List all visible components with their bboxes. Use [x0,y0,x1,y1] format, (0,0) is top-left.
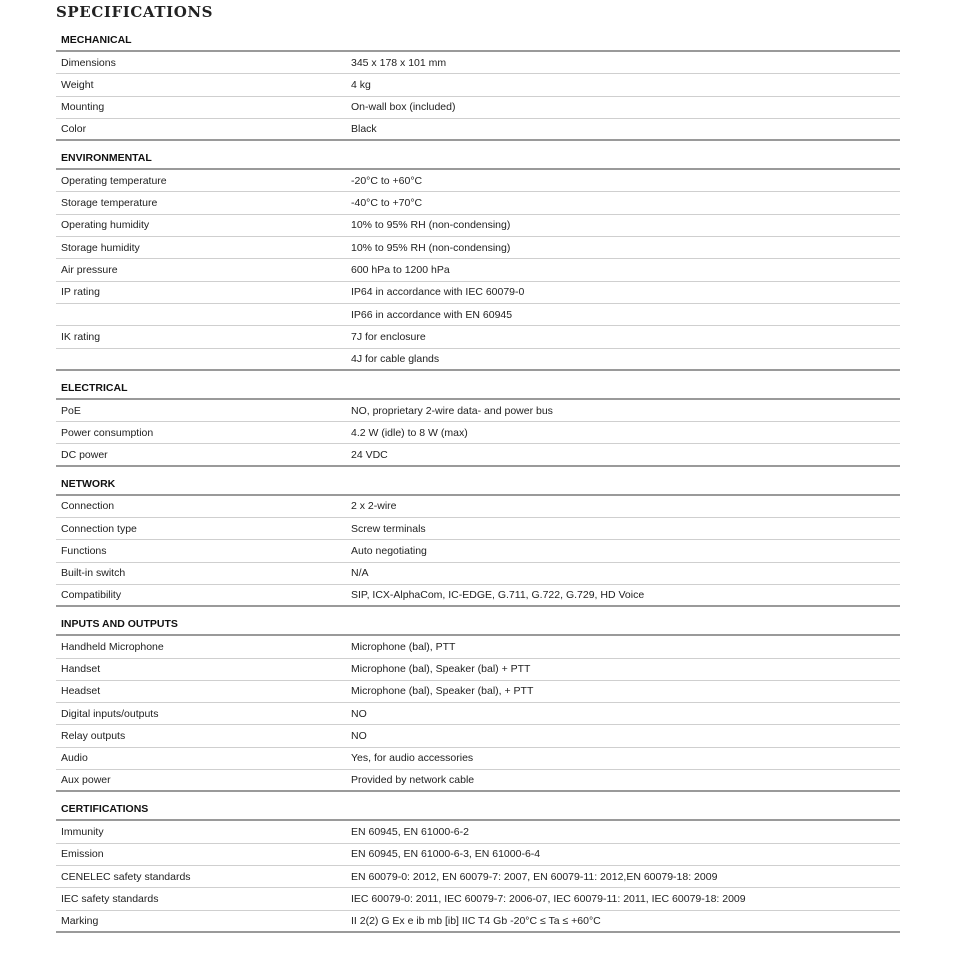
spec-value: 4 kg [351,78,371,91]
spec-row [56,636,900,658]
spec-label: Relay outputs [61,730,126,743]
spec-label: Aux power [61,774,111,787]
spec-row [56,563,900,585]
section-header: MECHANICAL [56,30,900,52]
page-title: SPECIFICATIONS [56,3,214,21]
spec-label: Operating temperature [61,174,167,187]
spec-row [56,119,900,141]
specifications-table [56,30,900,933]
spec-row [56,888,900,910]
spec-row [56,821,900,843]
spec-row [56,496,900,518]
spec-label: Headset [61,685,101,698]
spec-label: Mounting [61,101,105,114]
spec-label: Air pressure [61,264,118,277]
spec-label: Connection [61,500,115,513]
spec-row [56,52,900,74]
spec-label: Power consumption [61,426,154,439]
spec-label: Handset [61,663,101,676]
spec-value: EN 60945, EN 61000-6-2 [351,825,469,838]
spec-value: N/A [351,567,369,580]
section-spacer [56,792,900,799]
section-spacer [56,141,900,148]
spec-value: 24 VDC [351,448,388,461]
spec-value: SIP, ICX-AlphaCom, IC-EDGE, G.711, G.722, G.729, HD Voice [351,589,645,602]
spec-row [56,518,900,540]
spec-value: Black [351,123,377,136]
section-header: INPUTS AND OUTPUTS [56,614,900,636]
spec-label: Marking [61,914,99,927]
section-header: CERTIFICATIONS [56,799,900,821]
spec-value: 10% to 95% RH (non-condensing) [351,219,511,232]
spec-label: Digital inputs/outputs [61,707,159,720]
spec-value: Yes, for audio accessories [351,752,474,765]
spec-section [56,30,900,141]
section-header: ELECTRICAL [56,378,900,400]
spec-row [56,400,900,422]
spec-row [56,659,900,681]
spec-section [56,378,900,467]
section-spacer [56,467,900,474]
spec-row [56,422,900,444]
spec-value: 10% to 95% RH (non-condensing) [351,241,511,254]
spec-section [56,799,900,932]
spec-label: IP rating [61,286,100,299]
spec-row [56,259,900,281]
spec-value: 600 hPa to 1200 hPa [351,264,450,277]
spec-value: EN 60079-0: 2012, EN 60079-7: 2007, EN 60079-11: 2012,EN 60079-18: 2009 [351,870,718,883]
spec-label: Emission [61,848,104,861]
spec-value: Microphone (bal), PTT [351,640,456,653]
spec-row [56,282,900,304]
section-header: NETWORK [56,474,900,496]
section-spacer [56,607,900,614]
spec-label: Connection type [61,522,137,535]
spec-value: II 2(2) G Ex e ib mb [ib] IIC T4 Gb -20°C ≤ Ta ≤ +60°C [351,914,601,927]
spec-row [56,74,900,96]
spec-label: Color [61,123,87,136]
spec-label: CENELEC safety standards [61,870,191,883]
spec-value: NO, proprietary 2-wire data- and power bus [351,404,553,417]
spec-value: Provided by network cable [351,774,475,787]
spec-label: Built-in switch [61,567,126,580]
spec-row [56,170,900,192]
spec-label: Functions [61,544,107,557]
spec-row [56,725,900,747]
spec-value: EN 60945, EN 61000-6-3, EN 61000-6-4 [351,848,541,861]
spec-row [56,349,900,371]
spec-label: Audio [61,752,88,765]
spec-value: 7J for enclosure [351,330,426,343]
spec-row [56,237,900,259]
spec-label: Operating humidity [61,219,150,232]
spec-value: 4J for cable glands [351,352,440,365]
spec-value: -20°C to +60°C [351,174,423,187]
spec-value: 2 x 2-wire [351,500,397,513]
spec-value: Auto negotiating [351,544,427,557]
spec-row [56,304,900,326]
spec-label: Storage humidity [61,241,140,254]
spec-section [56,614,900,792]
spec-label: IEC safety standards [61,892,159,905]
spec-label: Immunity [61,825,104,838]
spec-row [56,911,900,933]
spec-row [56,866,900,888]
spec-label: IK rating [61,330,101,343]
spec-label: Dimensions [61,56,116,69]
spec-section [56,148,900,371]
spec-row [56,844,900,866]
spec-row [56,192,900,214]
spec-value: NO [351,707,367,720]
spec-row [56,540,900,562]
spec-value: On-wall box (included) [351,101,456,114]
spec-value: NO [351,730,367,743]
section-header: ENVIRONMENTAL [56,148,900,170]
spec-value: IP66 in accordance with EN 60945 [351,308,513,321]
spec-section [56,474,900,607]
spec-label: Weight [61,78,94,91]
spec-row [56,703,900,725]
spec-row [56,326,900,348]
spec-row [56,748,900,770]
spec-label: PoE [61,404,81,417]
spec-value: IEC 60079-0: 2011, IEC 60079-7: 2006-07, IEC 60079-11: 2011, IEC 60079-18: 2009 [351,892,746,905]
spec-row [56,97,900,119]
spec-value: -40°C to +70°C [351,197,423,210]
spec-row [56,770,900,792]
spec-row [56,681,900,703]
spec-row [56,585,900,607]
spec-label: Storage temperature [61,197,158,210]
spec-value: Screw terminals [351,522,426,535]
spec-value: IP64 in accordance with IEC 60079-0 [351,286,525,299]
spec-row [56,444,900,466]
spec-value: Microphone (bal), Speaker (bal) + PTT [351,663,531,676]
spec-label: Handheld Microphone [61,640,164,653]
spec-value: Microphone (bal), Speaker (bal), + PTT [351,685,534,698]
spec-label: Compatibility [61,589,122,602]
spec-row [56,215,900,237]
spec-value: 345 x 178 x 101 mm [351,56,447,69]
spec-label: DC power [61,448,108,461]
spec-value: 4.2 W (idle) to 8 W (max) [351,426,468,439]
section-spacer [56,371,900,378]
